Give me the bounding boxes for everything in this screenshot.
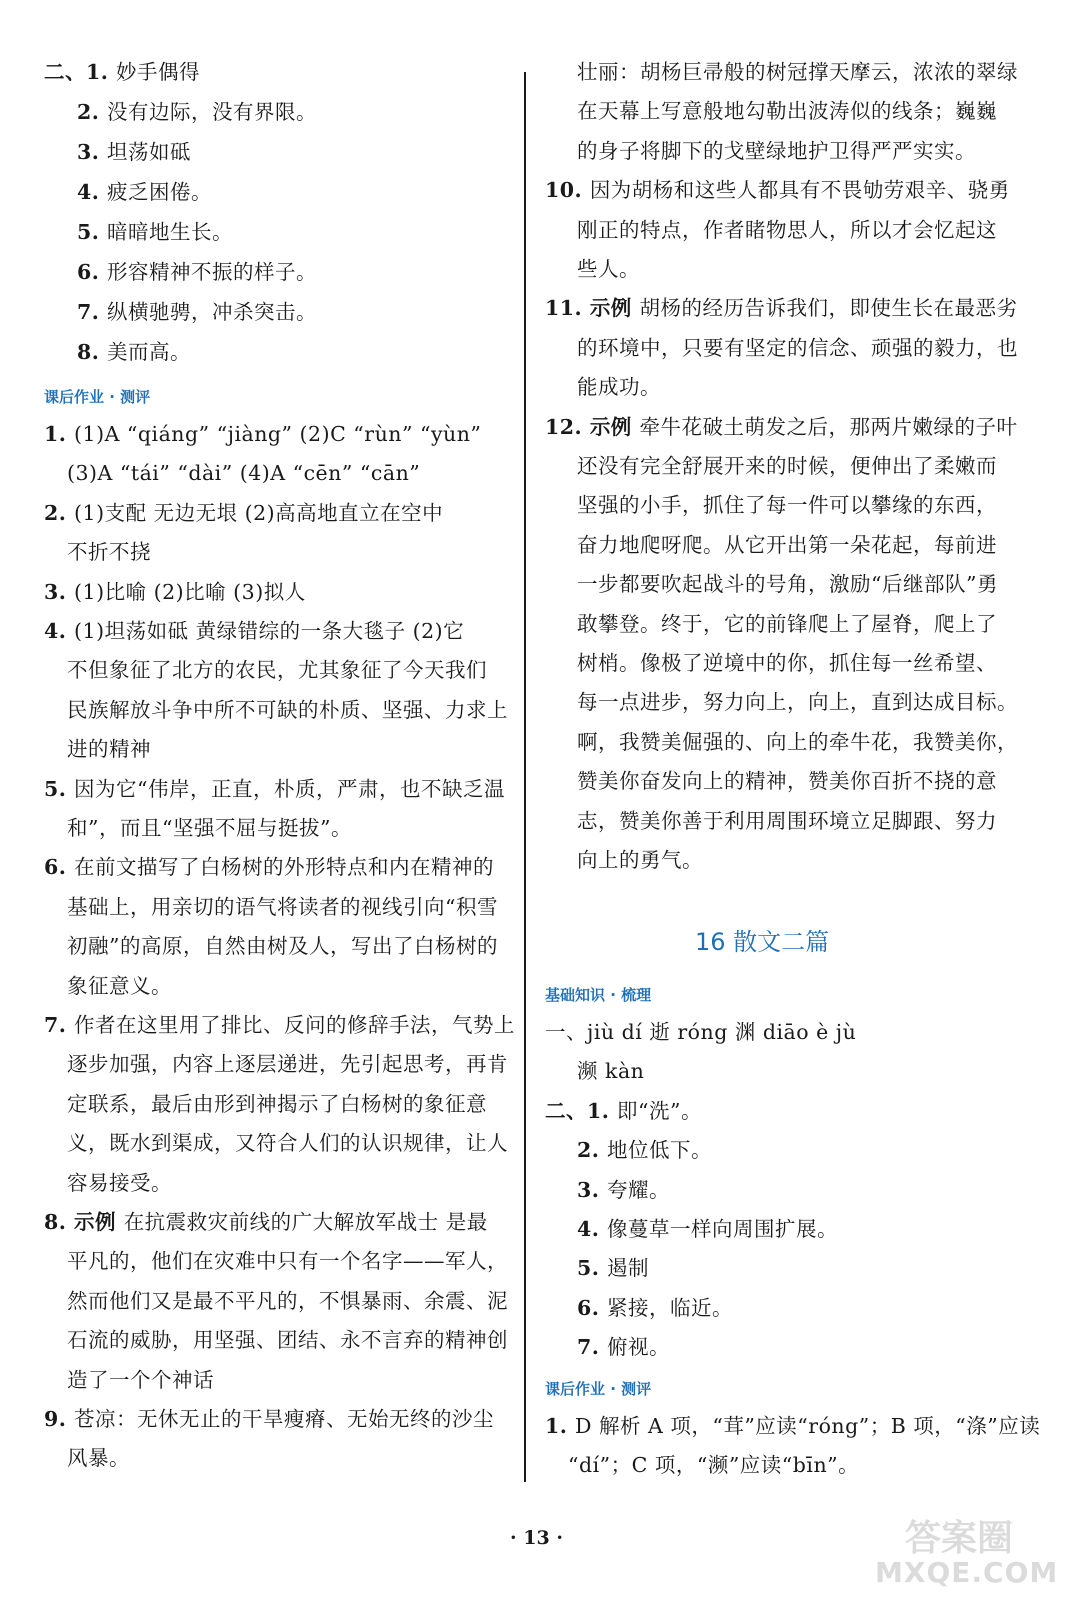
text-line — [44, 1011, 515, 1039]
line-text: 牵牛花破土萌发之后，那两片嫩绿的子叶 — [639, 414, 1018, 439]
text-line — [44, 617, 464, 645]
item-number: 3. — [77, 140, 108, 164]
text-line — [577, 216, 997, 244]
text-line — [577, 373, 661, 401]
item-number: 12. — [545, 414, 590, 439]
line-text: 进的精神 — [67, 737, 151, 762]
text-line — [77, 218, 233, 246]
line-text: 些人。 — [577, 257, 640, 281]
watermark — [875, 1510, 1059, 1590]
line-text: 壮丽：胡杨巨帚般的树冠撑天摩云，浓浓的翠绿 — [577, 60, 1018, 84]
text-line — [577, 1057, 644, 1085]
text-line — [545, 176, 1010, 204]
item-number: 二、1. — [44, 60, 117, 84]
line-text: (1)A “qiáng” “jiàng” (2)C “rùn” “yùn” — [74, 422, 482, 446]
item-number: 7. — [577, 1335, 608, 1360]
chapter-title: 16 散文二篇 — [695, 928, 830, 956]
text-line — [44, 775, 505, 803]
text-line — [67, 1090, 487, 1118]
line-text: 民族解放斗争中所不可缺的朴质、坚强、力求上 — [67, 697, 508, 722]
line-text: 基础上，用亲切的语气将读者的视线引向“积雪 — [67, 894, 498, 919]
text-line — [577, 728, 1018, 756]
text-line — [67, 1129, 508, 1157]
item-number: 8. — [44, 1210, 75, 1234]
text-line — [577, 452, 997, 480]
item-number: 1. — [545, 1414, 576, 1438]
text-line — [577, 570, 998, 598]
line-text: 能成功。 — [577, 375, 661, 400]
text-line — [577, 531, 997, 559]
section-label-homework: 课后作业 · 测评 — [44, 388, 151, 406]
text-line — [545, 294, 1017, 322]
item-number: 8. — [77, 340, 108, 364]
text-line — [577, 137, 976, 165]
section-label-basics: 基础知识 · 梳理 — [545, 986, 652, 1004]
text-line — [577, 255, 640, 283]
text-line — [44, 578, 306, 606]
text-line — [577, 1294, 733, 1322]
line-text: 啊，我赞美倔强的、向上的牵牛花，我赞美你， — [577, 729, 1018, 754]
text-line — [67, 932, 498, 960]
line-text: 定联系，最后由形到神揭示了白杨树的象征意 — [67, 1091, 487, 1116]
line-text: 形容精神不振的样子。 — [107, 260, 318, 284]
line-text: 坦荡如砥 — [107, 140, 192, 164]
item-number: 2. — [577, 1138, 608, 1163]
line-text: 遏制 — [607, 1256, 650, 1281]
line-text: 不但象征了北方的农民，尤其象征了今天我们 — [67, 658, 487, 683]
item-number: 二、1. — [545, 1098, 618, 1123]
text-line — [44, 853, 494, 881]
line-text: 纵横驰骋，冲杀突击。 — [107, 300, 318, 324]
line-text: 赞美你奋发向上的精神，赞美你百折不挠的意 — [577, 769, 997, 794]
watermark-line1: 答案圈 — [905, 1518, 1014, 1559]
line-text: 奋力地爬呀爬。从它开出第一朵花起，每前进 — [577, 532, 997, 557]
line-text: 容易接受。 — [67, 1170, 172, 1195]
text-line — [67, 814, 352, 842]
text-line — [44, 1405, 494, 1433]
line-text: 逐步加强，内容上逐层递进，先引起思考，再肯 — [67, 1052, 508, 1077]
item-number: 5. — [77, 220, 108, 244]
line-text: 没有边际，没有界限。 — [107, 100, 318, 124]
line-text: 象征意义。 — [67, 973, 172, 998]
line-text: 坚强的小手，抓住了每一件可以攀缘的东西， — [577, 493, 997, 518]
item-number: 11. — [545, 296, 590, 321]
text-line — [577, 649, 997, 677]
line-text: 向上的勇气。 — [577, 848, 703, 872]
text-line — [545, 1018, 856, 1046]
text-line — [67, 1326, 508, 1354]
item-number: 3. — [577, 1177, 608, 1202]
line-text: 在抗震救灾前线的广大解放军战士 是最 — [123, 1210, 488, 1234]
text-line — [67, 1050, 508, 1078]
line-text: 刚正的特点，作者睹物思人，所以才会忆起这 — [577, 217, 997, 242]
text-line — [77, 258, 317, 286]
text-line — [67, 656, 487, 684]
line-text: 即“洗”。 — [617, 1098, 703, 1123]
item-number: 4. — [77, 180, 108, 204]
text-line — [67, 696, 508, 724]
text-line — [577, 1215, 838, 1243]
page-number: · 13 · — [510, 1527, 563, 1549]
text-line — [577, 58, 1018, 86]
text-line — [577, 491, 997, 519]
line-text: 在天幕上写意般地勾勒出波涛似的线条；巍巍 — [577, 99, 997, 124]
text-line — [577, 807, 997, 835]
line-text: 紧接，临近。 — [607, 1295, 734, 1320]
text-line — [67, 893, 498, 921]
line-text: 在前文描写了白杨树的外形特点和内在精神的 — [74, 855, 495, 880]
line-text: 作者在这里用了排比、反问的修辞手法，气势上 — [74, 1013, 516, 1037]
line-text: 地位低下。 — [607, 1138, 713, 1163]
text-line — [77, 298, 317, 326]
line-text: 疲乏困倦。 — [107, 180, 213, 204]
line-text: 敢攀登。终于，它的前锋爬上了屋脊，爬上了 — [577, 611, 997, 636]
text-line — [67, 735, 151, 763]
example-tag: 示例 — [589, 414, 640, 439]
text-line — [577, 1176, 670, 1204]
text-line — [545, 1412, 1040, 1440]
item-number: 4. — [577, 1217, 608, 1241]
text-line — [67, 1444, 130, 1472]
line-text: 因为它“伟岸，正直，朴质，严肃，也不缺乏温 — [74, 776, 506, 801]
item-number: 9. — [44, 1407, 75, 1431]
text-line — [577, 688, 1018, 716]
text-line — [545, 413, 1017, 441]
text-line — [577, 1136, 712, 1164]
text-line — [77, 98, 317, 126]
item-number: 7. — [77, 300, 108, 324]
line-text: 苍凉：无休无止的干旱瘦瘠、无始无终的沙尘 — [74, 1407, 495, 1431]
line-text: 暗暗地生长。 — [107, 220, 234, 244]
text-line — [67, 1247, 508, 1275]
line-text: 石流的威胁，用坚强、团结、永不言弃的精神创 — [67, 1328, 508, 1353]
item-number: 5. — [577, 1256, 608, 1281]
text-line — [44, 58, 200, 86]
line-text: 造了一个个神话 — [67, 1367, 214, 1392]
line-text: (1)比喻 (2)比喻 (3)拟人 — [74, 579, 306, 604]
text-line — [545, 1097, 702, 1125]
text-line — [67, 972, 172, 1000]
line-text: 濒 kàn — [577, 1059, 645, 1084]
line-text: (3)A “tái” “dài” (4)A “cēn” “cān” — [67, 461, 421, 486]
line-text: 义，既水到渠成，又符合人们的认识规律，让人 — [67, 1131, 508, 1156]
line-text: 的身子将脚下的戈壁绿地护卫得严严实实。 — [577, 138, 976, 163]
line-text: 胡杨的经历告诉我们，即使生长在最恶劣 — [639, 296, 1018, 321]
item-number: 5. — [44, 776, 75, 801]
text-line — [577, 610, 997, 638]
line-text: 像蔓草一样向周围扩展。 — [607, 1217, 839, 1241]
line-text: 还没有完全舒展开来的时候，便伸出了柔嫩而 — [577, 454, 997, 478]
line-text: 风暴。 — [67, 1446, 130, 1471]
text-line — [577, 1254, 649, 1282]
text-line — [577, 1333, 670, 1361]
text-line — [577, 846, 703, 874]
text-line — [67, 1287, 508, 1315]
text-line — [67, 1169, 172, 1197]
line-text: 美而高。 — [107, 340, 192, 364]
line-text: 一、jiù dí 逝 róng 渊 diāo è jù — [545, 1020, 857, 1044]
line-text: 树梢。像极了逆境中的你，抓住每一丝希望、 — [577, 651, 997, 675]
item-number: 6. — [44, 855, 75, 880]
text-line — [577, 97, 997, 125]
item-number: 1. — [44, 422, 75, 446]
column-divider — [524, 72, 526, 1482]
line-text: 妙手偶得 — [116, 60, 201, 84]
section-label-homework-2: 课后作业 · 测评 — [545, 1380, 652, 1398]
item-number: 6. — [577, 1295, 608, 1320]
example-tag: 示例 — [74, 1210, 124, 1234]
item-number: 7. — [44, 1013, 75, 1037]
watermark-line2: MXQE.COM — [875, 1556, 1059, 1589]
text-line — [44, 420, 481, 448]
line-text: 志，赞美你善于利用周围环境立足脚跟、努力 — [577, 808, 997, 833]
line-text: 平凡的，他们在灾难中只有一个名字——军人， — [67, 1249, 508, 1274]
text-line — [577, 767, 997, 795]
item-number: 4. — [44, 619, 75, 643]
text-line — [44, 499, 443, 527]
text-line — [67, 459, 420, 487]
line-text: 因为胡杨和这些人都具有不畏劬劳艰辛、骁勇 — [589, 178, 1010, 203]
line-text: 的环境中，只要有坚定的信念、顽强的毅力，也 — [577, 335, 1018, 360]
line-text: 然而他们又是最不平凡的，不惧暴雨、余震、泥 — [67, 1288, 508, 1313]
line-text: 一步都要吹起战斗的号角，激励“后继部队”勇 — [577, 572, 998, 597]
text-line — [77, 338, 191, 366]
example-tag: 示例 — [589, 296, 640, 321]
text-line — [44, 1208, 488, 1236]
line-text: 初融”的高原，自然由树及人，写出了白杨树的 — [67, 934, 498, 959]
line-text: (1)坦荡如砥 黄绿错综的一条大毯子 (2)它 — [74, 619, 465, 643]
item-number: 6. — [77, 260, 108, 284]
line-text: 夸耀。 — [607, 1177, 671, 1202]
line-text: “dí”；C 项，“濒”应读“bīn”。 — [568, 1453, 860, 1478]
item-number: 2. — [77, 100, 108, 124]
line-text: (1)支配 无边无垠 (2)高高地直立在空中 — [74, 500, 444, 525]
line-text: 每一点进步，努力向上，向上，直到达成目标。 — [577, 690, 1018, 715]
line-text: 不折不挠 — [67, 540, 151, 565]
item-number: 10. — [545, 178, 590, 203]
text-line — [67, 1366, 214, 1394]
text-line — [77, 178, 212, 206]
text-line — [568, 1451, 859, 1479]
text-line — [77, 138, 191, 166]
text-line — [67, 538, 151, 566]
item-number: 3. — [44, 579, 75, 604]
text-line — [577, 334, 1018, 362]
line-text: D 解析 A 项，“茸”应读“róng”；B 项，“涤”应读 — [575, 1414, 1041, 1438]
line-text: 和”，而且“坚强不屈与挺拔”。 — [67, 816, 352, 840]
line-text: 俯视。 — [607, 1335, 671, 1360]
item-number: 2. — [44, 500, 75, 525]
